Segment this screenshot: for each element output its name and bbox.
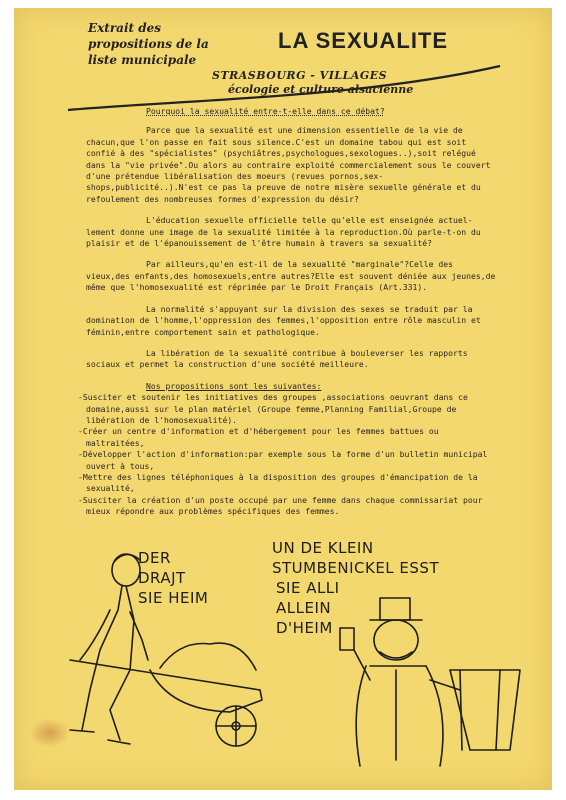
proposals-list: [78, 392, 488, 517]
coffee-stain: [30, 718, 70, 748]
right-speech-text: [272, 538, 439, 638]
speech-line: DER: [138, 549, 171, 567]
paragraph: Parce que la sexualité est une dimension essentielle de la vie de chacun,que l'on passe en fait sous silence.C'est un domaine tabou qui est soit confié à des "spécialistes" (psychiâtres,psychologues,sexologues..),soit relégué dans la "vie privée".Ou alors au contraire exploité commercialement sous le couvert d'une prétendue libéralisation des moeurs (revues pornos,sex-shops,publicité..).N'est ce pas la preuve de notre misère sexuelle générale et du refoulement des nombreuses formes d'expression du désir?: [86, 125, 491, 204]
left-speech-text: [138, 548, 208, 608]
podium-drawing: [450, 670, 520, 750]
page-title: LA SEXUALITE: [278, 28, 449, 53]
speech-line: SIE ALLI: [276, 579, 340, 597]
header-line: liste municipale: [88, 53, 197, 67]
header-line: Extrait des: [88, 21, 162, 35]
proposals-heading: Nos propositions sont les suivantes:: [146, 380, 322, 391]
header-line: propositions de la: [88, 37, 209, 51]
article-body: [82, 106, 496, 518]
paragraph: L'éducation sexuelle officielle telle qu'elle est enseignée actuel-lement donne une image de la sexualité limitée à la reproduction.Où parle-t-on du plaisir et de l'épanouissement de l'être humain à travers sa sexualité?: [86, 215, 481, 249]
proposal-item: - Développer l'action d'information:par exemple sous la forme d'un bulletin municipal ouvert à tous,: [78, 449, 488, 472]
proposal-item: - Susciter et soutenir les initiatives des groupes ,associations oeuvrant dans ce domaine,aussi sur le plan matériel (Groupe femme,Planning Familial,Groupe de libération de l'homosexualité).: [78, 392, 488, 426]
proposal-item: - Susciter la création d'un poste occupé par une femme dans chaque commissariat pour mieux répondre aux problèmes spécifiques des femmes.: [78, 495, 488, 518]
paragraph: Par ailleurs,qu'en est-il de la sexualité "marginale"?Celle des vieux,des enfants,des homosexuels,entre autres?Elle est souvent déniée aux jeunes,de même que l'homosexualité est réprimée par le Droit Français (Art.331).: [86, 259, 496, 293]
header-subtitle: écologie et culture alsacienne: [228, 83, 414, 96]
proposal-item: - Mettre des lignes téléphoniques à la disposition des groupes d'émancipation de la sexualité,: [78, 472, 488, 495]
speech-line: ALLEIN: [276, 599, 332, 617]
wheelbarrow-man-drawing: [70, 554, 148, 744]
speech-line: SIE HEIM: [138, 589, 209, 607]
speech-line: UN DE KLEIN: [272, 539, 374, 557]
intro-question: Pourquoi la sexualité entre-t-elle dans ce débat?: [146, 106, 385, 116]
paragraph: La normalité s'appuyant sur la division des sexes se traduit par la domination de l'homme,l'oppression des femmes,l'opposition entre rôle masculin et féminin,entre comportement sain et pathologique.: [86, 303, 481, 337]
speech-line: D'HEIM: [276, 619, 333, 637]
proposal-item: - Créer un centre d'information et d'hébergement pour les femmes battues ou maltraitées,: [78, 426, 488, 449]
header-city: STRASBOURG - VILLAGES: [212, 69, 388, 82]
paragraph: La libération de la sexualité contribue à bouleverser les rapports sociaux et permet la construction d'une société meilleure.: [86, 347, 468, 370]
speech-line: STUMBENICKEL ESST: [272, 559, 440, 577]
speech-line: DRAJT: [138, 569, 186, 587]
wheelbarrow-drawing: [70, 643, 262, 746]
